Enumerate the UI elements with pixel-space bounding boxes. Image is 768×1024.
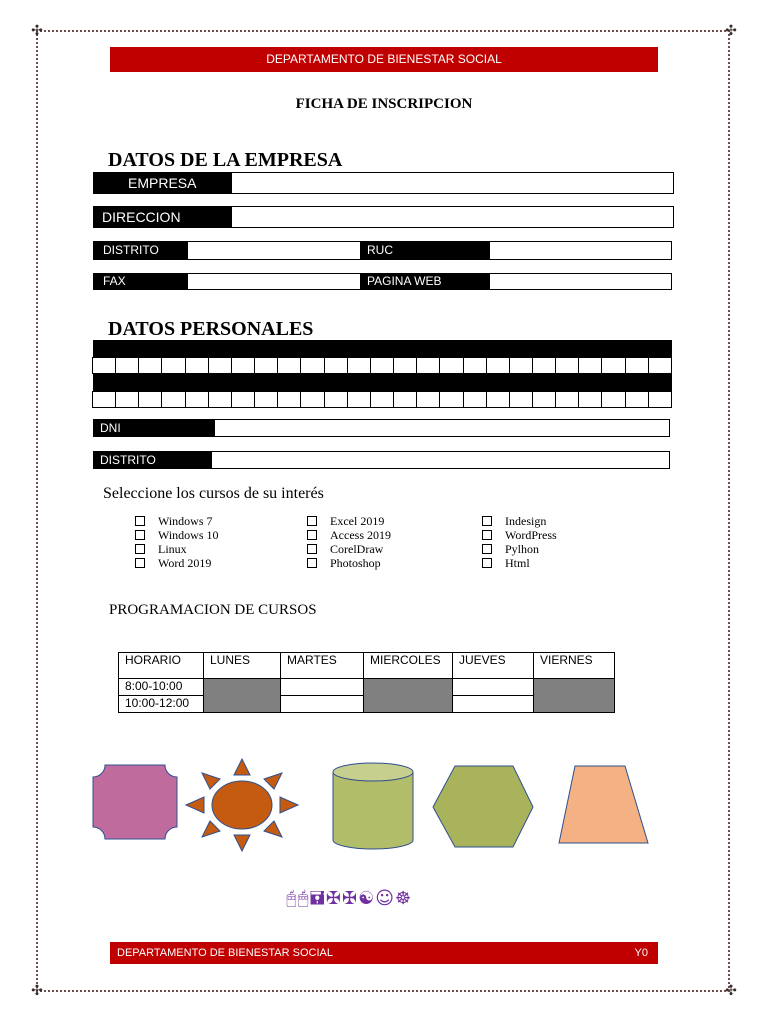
plaque-shape (93, 765, 177, 839)
time-slot: 10:00-12:00 (119, 696, 204, 713)
dni-label: DNI (94, 420, 215, 436)
checkbox-icon[interactable] (135, 516, 145, 526)
course-option[interactable]: Windows 10 (135, 528, 219, 542)
distrito-personal-field[interactable] (93, 451, 670, 469)
dni-field[interactable] (93, 419, 670, 437)
checkbox-icon[interactable] (307, 516, 317, 526)
col-header: JUEVES (453, 653, 534, 679)
checkbox-icon[interactable] (482, 530, 492, 540)
corner-ornament-icon: ✣ (725, 23, 737, 39)
schedule-cell (453, 679, 534, 696)
course-option[interactable]: Windows 7 (135, 514, 213, 528)
name-char-grid[interactable] (93, 357, 672, 374)
corner-ornament-icon: ✣ (31, 983, 43, 999)
schedule-cell (281, 679, 364, 696)
course-option[interactable]: Access 2019 (307, 528, 391, 542)
cylinder-shape (333, 763, 413, 849)
hexagon-shape (433, 766, 533, 847)
col-header: LUNES (204, 653, 281, 679)
pagina-web-label: PAGINA WEB (360, 274, 490, 289)
symbol-row-icon: 🖰🖱🖬✠✠☯☺☸ (286, 888, 413, 909)
course-option[interactable]: Excel 2019 (307, 514, 384, 528)
course-option[interactable]: WordPress (482, 528, 557, 542)
course-option[interactable]: Linux (135, 542, 187, 556)
checkbox-icon[interactable] (307, 544, 317, 554)
checkbox-icon[interactable] (482, 544, 492, 554)
direccion-field[interactable] (93, 206, 674, 228)
checkbox-icon[interactable] (307, 530, 317, 540)
courses-prompt: Seleccione los cursos de su interés (103, 485, 324, 502)
col-header: HORARIO (119, 653, 204, 679)
schedule-cell (453, 696, 534, 713)
col-header: VIERNES (534, 653, 615, 679)
col-header: MARTES (281, 653, 364, 679)
schedule-cell (364, 679, 453, 713)
fax-web-row (93, 273, 672, 290)
course-option[interactable]: Html (482, 556, 530, 570)
footer-left-text: DEPARTAMENTO DE BIENESTAR SOCIAL (117, 947, 333, 959)
empresa-label: EMPRESA (94, 173, 232, 193)
schedule-cell (534, 679, 615, 713)
sun-shape (186, 759, 298, 851)
time-slot: 8:00-10:00 (119, 679, 204, 696)
schedule-heading: PROGRAMACION DE CURSOS (109, 602, 317, 618)
form-title: FICHA DE INSCRIPCION (295, 96, 473, 112)
ruc-label: RUC (360, 242, 490, 259)
checkbox-icon[interactable] (135, 544, 145, 554)
col-header: MIERCOLES (364, 653, 453, 679)
schedule-table (118, 652, 615, 713)
personales-heading: DATOS PERSONALES (108, 318, 314, 340)
surname-char-grid[interactable] (93, 391, 672, 408)
surname-header-strip (93, 374, 672, 391)
empresa-heading: DATOS DE LA EMPRESA (108, 149, 343, 171)
footer-banner (110, 942, 658, 964)
empresa-field[interactable] (93, 172, 674, 194)
distrito-label: DISTRITO (94, 242, 188, 259)
checkbox-icon[interactable] (135, 530, 145, 540)
footer-page-label: Y0 (634, 947, 648, 959)
header-banner: DEPARTAMENTO DE BIENESTAR SOCIAL (110, 47, 658, 72)
schedule-cell (204, 679, 281, 713)
schedule-cell (281, 696, 364, 713)
distrito-ruc-row (93, 241, 672, 260)
name-header-strip (93, 340, 672, 357)
direccion-label: DIRECCION (94, 207, 232, 227)
checkbox-icon[interactable] (482, 558, 492, 568)
corner-ornament-icon: ✣ (31, 23, 43, 39)
distrito-personal-label: DISTRITO (94, 452, 212, 468)
course-option[interactable]: Word 2019 (135, 556, 211, 570)
checkbox-icon[interactable] (307, 558, 317, 568)
checkbox-icon[interactable] (482, 516, 492, 526)
course-option[interactable]: Photoshop (307, 556, 381, 570)
trapezoid-shape (559, 766, 648, 843)
course-option[interactable]: Pylhon (482, 542, 539, 556)
course-option[interactable]: CorelDraw (307, 542, 383, 556)
decorative-shapes (85, 755, 675, 855)
corner-ornament-icon: ✣ (725, 983, 737, 999)
course-option[interactable]: Indesign (482, 514, 546, 528)
fax-label: FAX (94, 274, 188, 289)
checkbox-icon[interactable] (135, 558, 145, 568)
